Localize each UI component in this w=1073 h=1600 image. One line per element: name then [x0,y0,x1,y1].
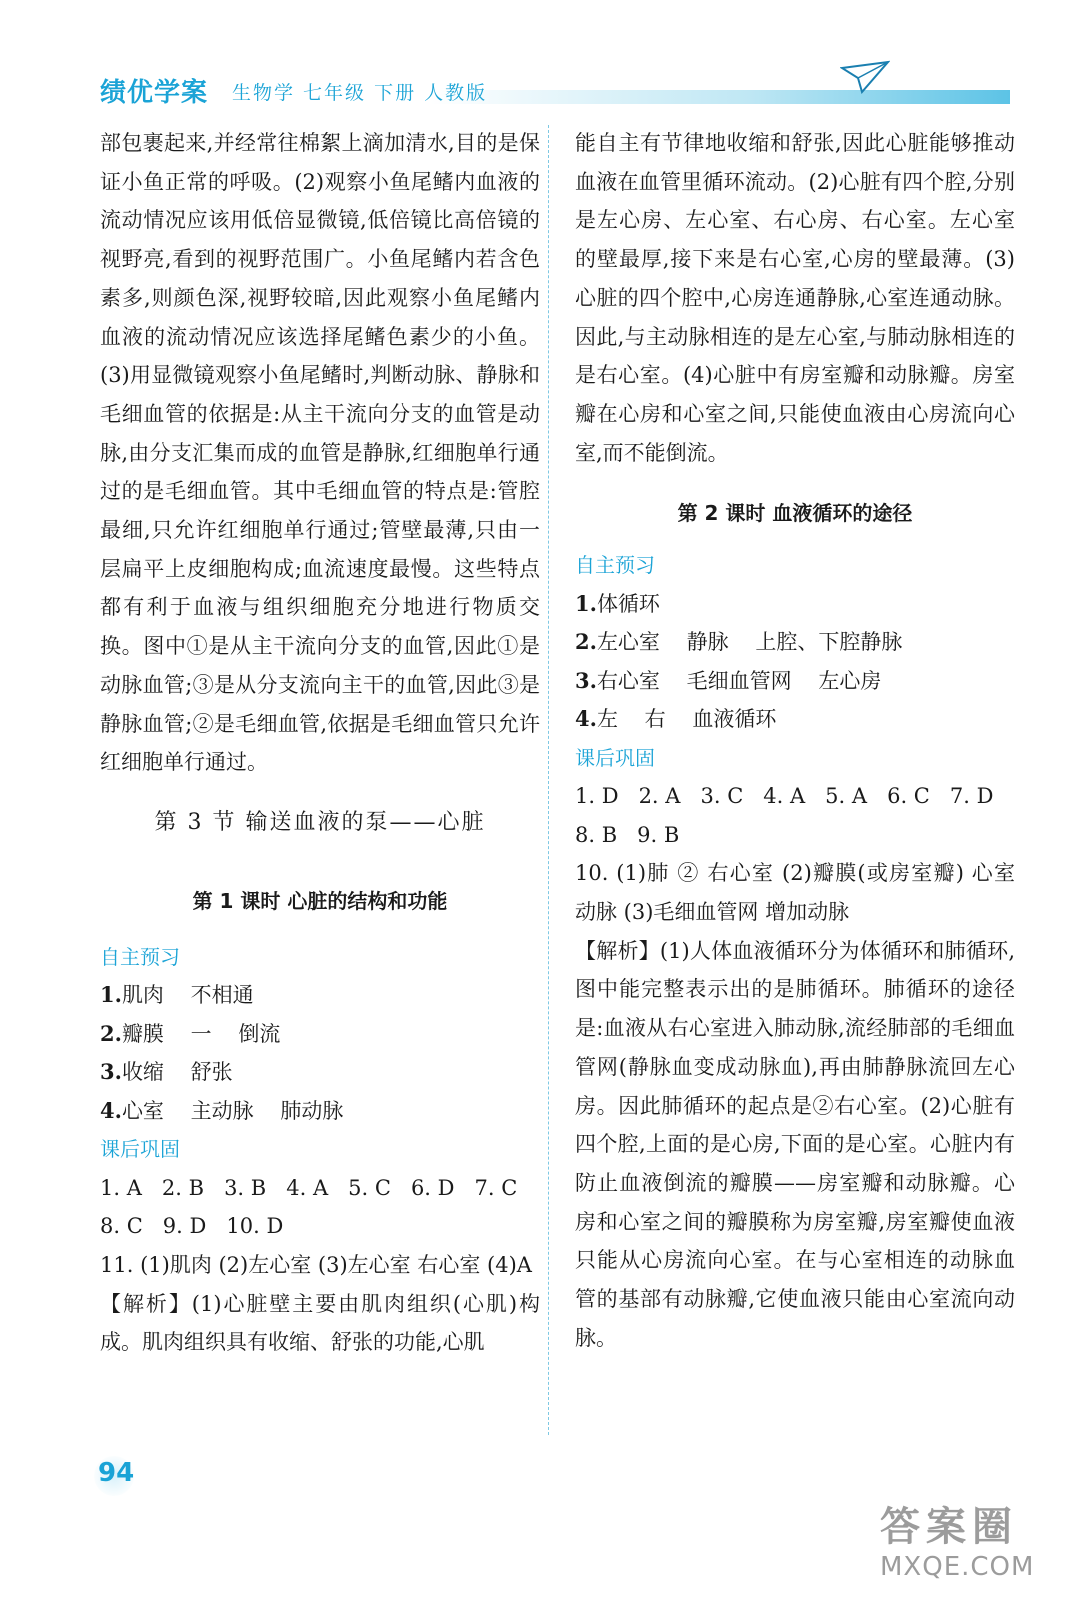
left-column [100,124,540,1362]
watermark-logo [880,1495,1035,1582]
section-title: 第 3 节 输送血液的泵——心脏 [154,809,486,835]
left-analysis-continued: 部包裹起来,并经常往棉絮上滴加清水,目的是保证小鱼正常的呼吸。(2)观察小鱼尾鳍内血液的流动情况应该用低倍显微镜,低倍镜比高倍镜的视野亮,看到的视野范围广。小鱼尾鳍内若含色素多,则颜色深,视野较暗,因此观察小鱼尾鳍内血液的流动情况应该选择尾鳍色素少的小鱼。(3)用显微镜观察小鱼尾鳍时,判断动脉、静脉和毛细血管的依据是:从主干流向分支的血管是动脉,由分支汇集而成的血管是静脉,红细胞单行通过的是毛细血管。其中毛细血管的特点是:管腔最细,只允许红细胞单行通过;管壁最薄,只由一层扁平上皮细胞构成;血流速度最慢。这些特点都有利于血液与组织细胞充分地进行物质交换。图中①是从主干流向分支的血管,因此①是动脉血管;③是从分支流向主干的血管,因此③是静脉血管;②是毛细血管,依据是毛细血管只允许红细胞单行通过。 [100,131,540,775]
preview-item: 4.左 右 血液循环 [575,706,777,732]
paper-plane-icon [840,60,890,94]
lesson-title-1: 第 1 课时 心脏的结构和功能 [192,888,448,913]
preview-item: 1.体循环 [575,590,660,616]
header-bar [430,90,1010,104]
preview-item: 3.收缩 舒张 [100,1059,233,1085]
question-10-answer: 10. (1)肺 ② 右心室 (2)瓣膜(或房室瓣) 心室 动脉 (3)毛细血管网 增加动脉 [575,861,1015,925]
right-column [575,124,1015,1357]
answer-row: 8. B 9. B [575,822,680,847]
book-subtitle: 生物学 七年级 下册 人教版 [232,82,488,104]
answer-row: 1. D 2. A 3. C 4. A 5. A 6. C 7. D [575,784,994,809]
brand-logo: 绩优学案 [100,78,209,108]
preview-item: 2.瓣膜 一 倒流 [100,1020,281,1046]
column-divider [548,125,549,1435]
analysis-paragraph: 【解析】(1)人体血液循环分为体循环和肺循环,图中能完整表示出的是肺循环。肺循环的途径是:血液从右心室进入肺动脉,流经肺部的毛细血管网(静脉血变成动脉血),再由肺静脉流回左心房。因此肺循环的起点是②右心室。(2)心脏有四个腔,上面的是心房,下面的是心室。心脏内有防止血液倒流的瓣膜——房室瓣和动脉瓣。心房和心室之间的瓣膜称为房室瓣,房室瓣使血液只能从心房流向心室。在与心室相连的动脉血管的基部有动脉瓣,它使血液只能由心室流向动脉。 [575,938,1015,1350]
preview-label: 自主预习 [575,553,655,578]
preview-item: 1.肌肉 不相通 [100,982,254,1008]
analysis-paragraph: 【解析】(1)心脏壁主要由肌肉组织(心肌)构成。肌肉组织具有收缩、舒张的功能,心肌 [100,1291,540,1355]
page-header [100,70,1010,108]
preview-label: 自主预习 [100,944,180,969]
page-number [98,1458,134,1488]
lesson-title-2: 第 2 课时 血液循环的途径 [677,501,913,526]
review-label: 课后巩固 [575,745,655,770]
answer-row: 8. C 9. D 10. D [100,1214,284,1239]
answer-row: 1. A 2. B 3. B 4. A 5. C 6. D 7. C [100,1175,518,1200]
right-analysis-continued: 能自主有节律地收缩和舒张,因此心脏能够推动血液在血管里循环流动。(2)心脏有四个腔,分别是左心房、左心室、右心房、右心室。左心室的壁最厚,接下来是右心室,心房的壁最薄。(3)心脏的四个腔中,心房连通静脉,心室连通动脉。因此,与主动脉相连的是左心室,与肺动脉相连的是右心室。(4)心脏中有房室瓣和动脉瓣。房室瓣在心房和心室之间,只能使血液由心房流向心室,而不能倒流。 [575,131,1015,465]
preview-item: 4.心室 主动脉 肺动脉 [100,1097,344,1123]
watermark-sub: MXQE.COM [880,1552,1035,1582]
review-label: 课后巩固 [100,1137,180,1162]
question-11-answer: 11. (1)肌肉 (2)左心室 (3)左心室 右心室 (4)A [100,1252,532,1277]
preview-item: 3.右心室 毛细血管网 左心房 [575,667,882,693]
page-number-text: 94 [98,1458,135,1488]
watermark-main: 答案圈 [880,1504,1018,1550]
preview-item: 2.左心室 静脉 上腔、下腔静脉 [575,629,903,655]
